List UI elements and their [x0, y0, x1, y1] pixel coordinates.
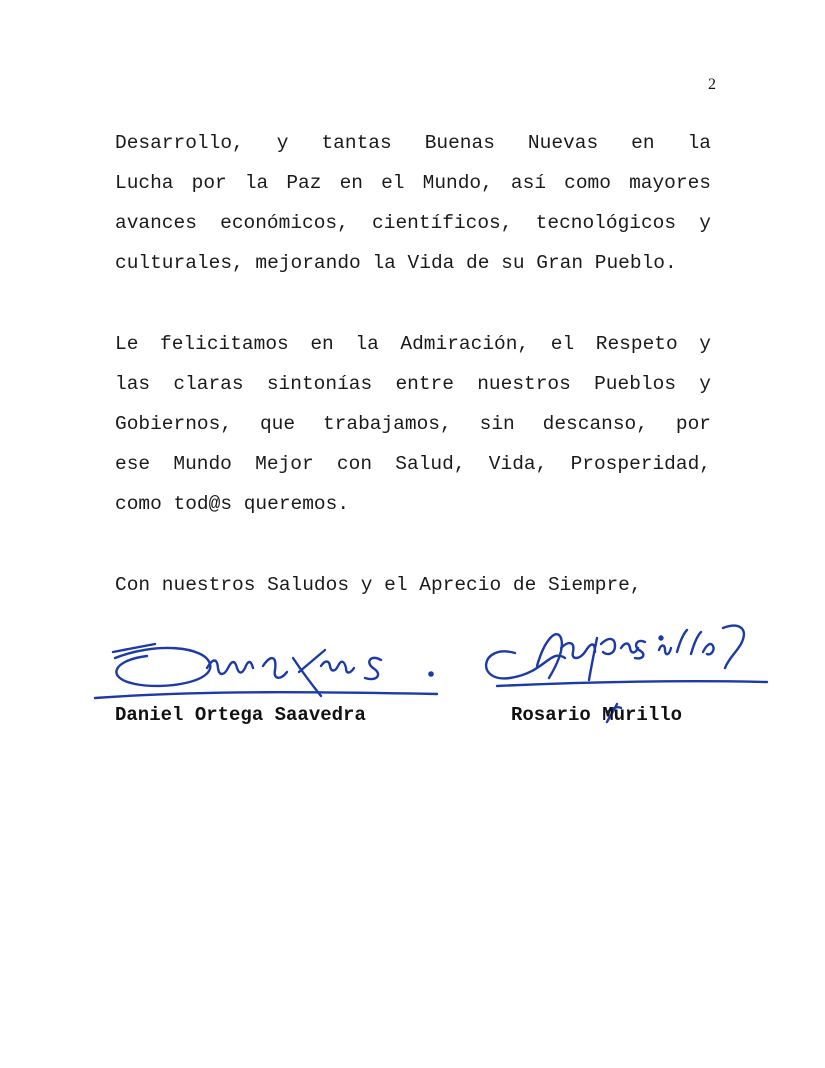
- body-line: Lucha por la Paz en el Mundo, así como mayores: [115, 172, 711, 194]
- body-line: avances económicos, científicos, tecnológicos y: [115, 212, 711, 234]
- signatory-name: Rosario Murillo: [511, 704, 683, 726]
- body-line: culturales, mejorando la Vida de su Gran Pueblo.: [115, 252, 677, 274]
- closing-line: Con nuestros Saludos y el Aprecio de Siempre,: [115, 574, 642, 596]
- body-line: Le felicitamos en la Admiración, el Respeto y: [115, 333, 711, 355]
- signature-rosario-murillo: [475, 608, 770, 718]
- body-line: las claras sintonías entre nuestros Pueblos y: [115, 373, 711, 395]
- body-line: ese Mundo Mejor con Salud, Vida, Prosperidad,: [115, 453, 711, 475]
- body-line: Desarrollo, y tantas Buenas Nuevas en la: [115, 132, 711, 154]
- signatory-name: Daniel Ortega Saavedra: [115, 704, 366, 726]
- signature-daniel-ortega: [85, 628, 445, 708]
- body-line: como tod@s queremos.: [115, 493, 350, 515]
- page-number: 2: [708, 76, 716, 93]
- body-line: Gobiernos, que trabajamos, sin descanso, por: [115, 413, 711, 435]
